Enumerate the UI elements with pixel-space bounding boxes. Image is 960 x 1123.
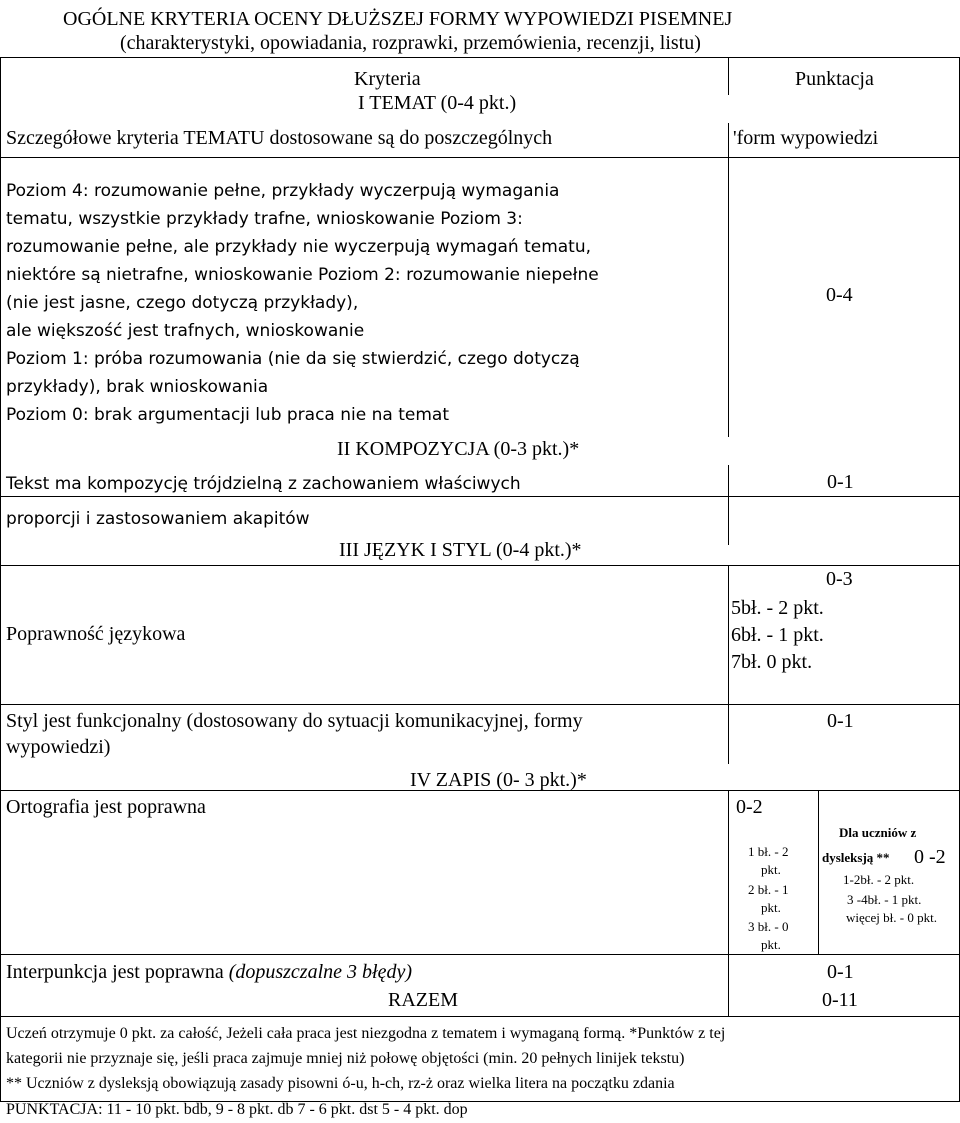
total-label: RAZEM	[388, 989, 458, 1011]
section3-top-divider	[0, 565, 960, 566]
orthography-points: 0-2	[736, 796, 763, 818]
page-subtitle: (charakterystyki, opowiadania, rozprawki, przemówienia, recenzji, listu)	[120, 32, 701, 54]
footer-note: Uczeń otrzymuje 0 pkt. za całość, Jeżeli cała praca jest niezgodna z tematem i wymaganą formą. *Punktów z tej	[6, 1025, 726, 1042]
punctuation-label-text: Interpunkcja jest poprawna	[6, 961, 224, 983]
total-points: 0-11	[822, 989, 858, 1011]
criteria-line: Poziom 1: próba rozumowania (nie da się stwierdzić, czego dotyczą	[6, 349, 580, 369]
criteria-line: niektóre są nietrafne, wnioskowanie Poziom 2: rozumowanie niepełne	[6, 265, 599, 285]
orthography-scale-item: 2 bł. - 1	[748, 882, 789, 897]
section1-column-divider	[728, 157, 729, 437]
col-points-header: Punktacja	[795, 68, 874, 90]
orthography-scale-item: pkt.	[761, 937, 781, 952]
section1-note-right: 'form wypowiedzi	[733, 127, 879, 149]
section2-heading: II KOMPOZYCJA (0-3 pkt.)*	[337, 438, 580, 460]
section4-heading: IV ZAPIS (0- 3 pkt.)*	[410, 769, 587, 791]
criteria-line: Poziom 0: brak argumentacji lub praca nie na temat	[6, 405, 449, 425]
composition-line-1: Tekst ma kompozycję trójdzielną z zachowaniem właściwych	[6, 474, 521, 494]
criteria-line: przykłady), brak wnioskowania	[6, 377, 269, 397]
section3-column-divider	[728, 565, 729, 705]
orthography-scale-item: 3 bł. - 0	[748, 919, 789, 934]
table-left-border	[0, 57, 1, 1102]
note-column-divider	[728, 123, 729, 157]
style-line-2: wypowiedzi)	[6, 736, 111, 758]
criteria-line: ale większość jest trafnych, wnioskowanie	[6, 321, 365, 341]
correctness-scale-item: 6bł. - 1 pkt.	[731, 624, 824, 646]
criteria-line: rozumowanie pełne, ale przykłady nie wyczerpują wymagań tematu,	[6, 237, 592, 257]
section1-heading: I TEMAT (0-4 pkt.)	[358, 92, 517, 114]
section1-note: Szczegółowe kryteria TEMATU dostosowane są do poszczególnych	[6, 127, 553, 149]
style-line-1: Styl jest funkcjonalny (dostosowany do sytuacji komunikacyjnej, formy	[6, 710, 583, 732]
orthography-label: Ortografia jest poprawna	[6, 796, 206, 818]
section4-column-divider-2	[818, 790, 819, 954]
dyslexia-scale-item: 1-2bł. - 2 pkt.	[843, 872, 915, 887]
criteria-line: Poziom 4: rozumowanie pełne, przykłady wyczerpują wymagania	[6, 181, 560, 201]
orthography-scale-item: 1 bł. - 2	[748, 844, 789, 859]
section3-heading: III JĘZYK I STYL (0-4 pkt.)*	[339, 539, 582, 561]
correctness-scale-item: 5bł. - 2 pkt.	[731, 597, 824, 619]
section4-column-divider-1	[728, 790, 729, 1016]
correctness-points: 0-3	[826, 568, 853, 590]
section2-column-divider	[728, 465, 729, 545]
style-points: 0-1	[827, 710, 854, 732]
criteria-line: tematu, wszystkie przykłady trafne, wnioskowanie Poziom 3:	[6, 209, 523, 229]
orthography-scale-item: pkt.	[761, 862, 781, 877]
section1-points: 0-4	[826, 284, 853, 306]
footer-note: kategorii nie przyznaje się, jeśli praca zajmuje mniej niż połowę objętości (min. 20 pełnych linijek tekstu)	[6, 1050, 685, 1067]
section2-points: 0-1	[827, 471, 854, 493]
footer-note: ** Uczniów z dysleksją obowiązują zasady pisowni ó-u, h-ch, rz-ż oraz wielka litera na początku zdania	[6, 1075, 675, 1092]
style-column-divider	[728, 704, 729, 764]
section1-top-divider	[0, 157, 960, 158]
punctuation-label	[6, 960, 412, 984]
correctness-label: Poprawność językowa	[6, 623, 186, 645]
orthography-scale-item: pkt.	[761, 900, 781, 915]
col-criteria-header: Kryteria	[354, 68, 421, 90]
total-bottom-divider	[0, 1016, 960, 1017]
dyslexia-title-2: dysleksją **	[822, 850, 890, 865]
punctuation-note: (dopuszczalne 3 błędy)	[228, 961, 412, 983]
dyslexia-scale-item: więcej bł. - 0 pkt.	[846, 910, 937, 925]
header-column-divider	[728, 57, 729, 95]
table-top-border	[0, 57, 960, 58]
section3-mid-divider	[0, 704, 960, 705]
page-title: OGÓLNE KRYTERIA OCENY DŁUŻSZEJ FORMY WYPOWIEDZI PISEMNEJ	[63, 8, 733, 30]
composition-line-2: proporcji i zastosowaniem akapitów	[6, 509, 310, 529]
criteria-line: (nie jest jasne, czego dotyczą przykłady),	[6, 293, 359, 313]
correctness-scale-item: 7bł. 0 pkt.	[731, 651, 813, 673]
dyslexia-scale-item: 3 -4bł. - 1 pkt.	[847, 892, 922, 907]
section4-mid-divider	[0, 954, 960, 955]
grading-scale: PUNKTACJA: 11 - 10 pkt. bdb, 9 - 8 pkt. db 7 - 6 pkt. dst 5 - 4 pkt. dop	[6, 1101, 468, 1118]
dyslexia-points: 0 -2	[914, 846, 946, 868]
dyslexia-title: Dla uczniów z	[839, 825, 917, 840]
punctuation-points: 0-1	[827, 961, 854, 983]
